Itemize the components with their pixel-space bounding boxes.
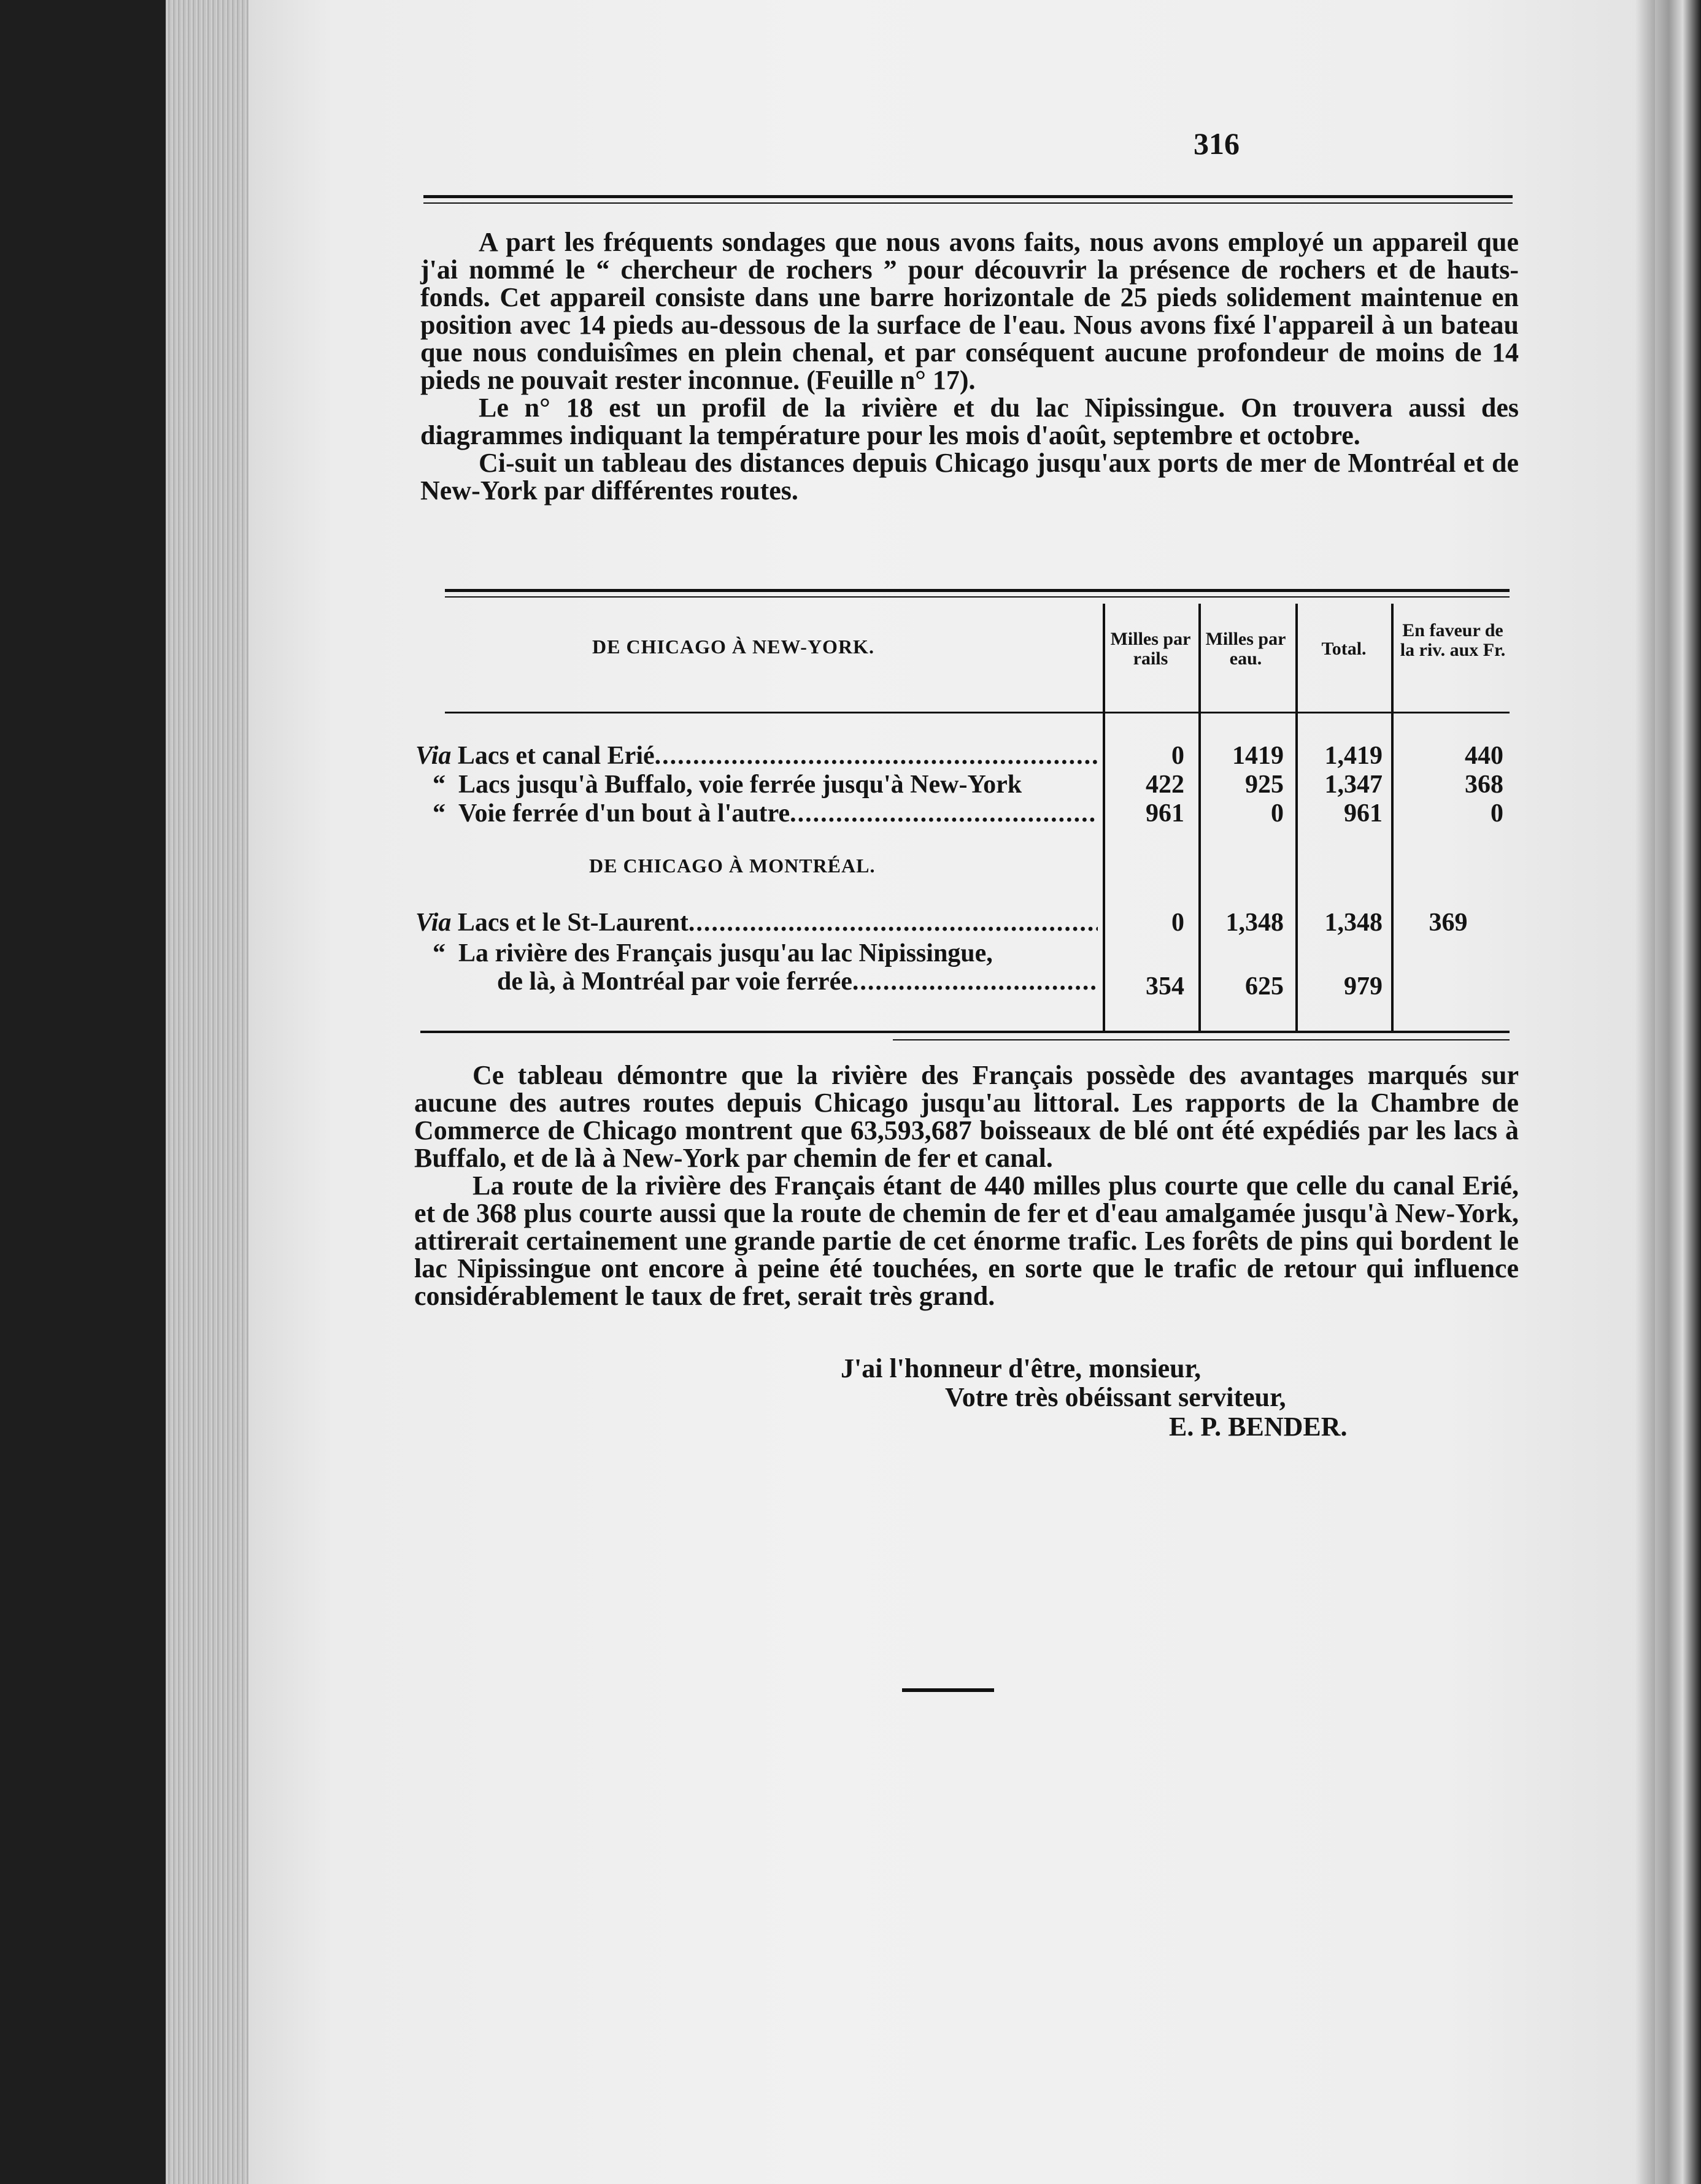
- table-top-rule: [445, 589, 1510, 592]
- paragraph-avantages: Ce tableau démontre que la rivière des Français possède des avantages marqués sur aucune des autres routes depuis Chicago jusqu'au littoral. Les rapports de la Chambre de Commerce de Chicago montrent que 63,593,687 boisseaux de blé ont été expédiés par les lacs à Buffalo, et de là à New-York par chemin de fer et canal.: [414, 1060, 1519, 1173]
- cell-eau: 0: [1271, 799, 1284, 828]
- spine-shadow: [1635, 0, 1655, 2184]
- cell-rails: 354: [1146, 972, 1184, 1001]
- cell-faveur: 0: [1491, 799, 1503, 828]
- cell-faveur: 368: [1465, 771, 1503, 799]
- table-bottom-rule-thin: [893, 1039, 1510, 1040]
- paragraph-tableau-intro: Ci-suit un tableau des distances depuis Chicago jusqu'aux ports de mer de Montréal et de New-York par différentes routes.: [420, 448, 1519, 506]
- page-edge-stack: [166, 0, 249, 2184]
- cell-rails: 0: [1171, 909, 1184, 937]
- signature: E. P. BENDER.: [1169, 1412, 1348, 1442]
- cell-faveur: 440: [1465, 742, 1503, 770]
- cell-total: 1,419: [1324, 742, 1383, 770]
- end-rule: [902, 1688, 994, 1692]
- column-header-total: Total.: [1321, 639, 1367, 659]
- body-text-bottom: [414, 1061, 1519, 1310]
- table-row-route: de là, à Montréal par voie ferrée .....: [497, 967, 1098, 996]
- document-page: [249, 0, 1655, 2184]
- table-top-rule-thin: [445, 596, 1510, 598]
- cell-rails: 961: [1146, 799, 1184, 828]
- table-row-route: Via Lacs et canal Erié .....: [415, 741, 1098, 771]
- cell-eau: 925: [1245, 771, 1284, 799]
- closing-line-1: J'ai l'honneur d'être, monsieur,: [841, 1353, 1202, 1383]
- table-row-route: Via Lacs et le St-Laurent .....: [415, 908, 1098, 937]
- right-page-edge: [1655, 0, 1701, 2184]
- table-row-route: “ Lacs jusqu'à Buffalo, voie ferrée jusqu'à New-York: [433, 771, 1022, 799]
- header-rule: [423, 195, 1513, 198]
- cell-rails: 0: [1171, 742, 1184, 770]
- table-bottom-rule: [420, 1031, 1510, 1033]
- cell-total: 1,348: [1324, 909, 1383, 937]
- column-header-faveur: En faveur de la riv. aux Fr.: [1400, 620, 1506, 660]
- column-header-eau: Milles par eau.: [1205, 629, 1286, 669]
- paragraph-profil: Le n° 18 est un profil de la rivière et du lac Nipissingue. On trouvera aussi des diagrammes indiquant la température pour les mois d'août, septembre et octobre.: [420, 393, 1519, 450]
- cell-faveur: 369: [1429, 909, 1468, 937]
- column-header-rails: Milles par rails: [1110, 629, 1191, 669]
- paragraph-sondages: A part les fréquents sondages que nous avons faits, nous avons employé un appareil que j'ai nommé le “ chercheur de rochers ” pour découvrir la présence de rochers et de hauts-fonds. Cet appareil consiste dans une barre horizontale de 25 pieds solidement maintenue en position avec 14 pieds au-dessous de la surface de l'eau. Nous avons fixé l'appareil à un bateau que nous conduisîmes en plein chenal, et par conséquent aucune profondeur de moins de 14 pieds ne pouvait rester inconnue. (Feuille n° 17).: [420, 227, 1519, 395]
- section-montreal-title: DE CHICAGO À MONTRÉAL.: [589, 855, 876, 877]
- cell-total: 1,347: [1324, 771, 1383, 799]
- paragraph-route: La route de la rivière des Français étant de 440 milles plus courte que celle du canal Erié, et de 368 plus courte aussi que la route de chemin de fer et d'eau amalgamée jusqu'à New-York, attirerait certainement une grande partie de cet énorme trafic. Les forêts de pins qui bordent le lac Nipissingue ont encore à peine été touchées, en sorte que le trafic de retour qui influence considérablement le taux de fret, serait très grand.: [414, 1171, 1519, 1311]
- page-number: 316: [1194, 126, 1240, 161]
- body-text-top: [420, 228, 1519, 504]
- cell-total: 961: [1344, 799, 1383, 828]
- cell-rails: 422: [1146, 771, 1184, 799]
- table-row-route-line1: “ La rivière des Français jusqu'au lac Nipissingue,: [433, 939, 993, 967]
- cell-eau: 1419: [1232, 742, 1284, 770]
- header-rule-thin: [423, 202, 1513, 204]
- cell-eau: 1,348: [1225, 909, 1284, 937]
- table-row-route: “ Voie ferrée d'un bout à l'autre .....: [433, 799, 1098, 828]
- section-new-york-title: DE CHICAGO À NEW-YORK.: [592, 636, 874, 658]
- header-separator: [445, 712, 1510, 713]
- cell-eau: 625: [1245, 972, 1284, 1001]
- closing-line-2: Votre très obéissant serviteur,: [945, 1382, 1286, 1412]
- cell-total: 979: [1344, 972, 1383, 1001]
